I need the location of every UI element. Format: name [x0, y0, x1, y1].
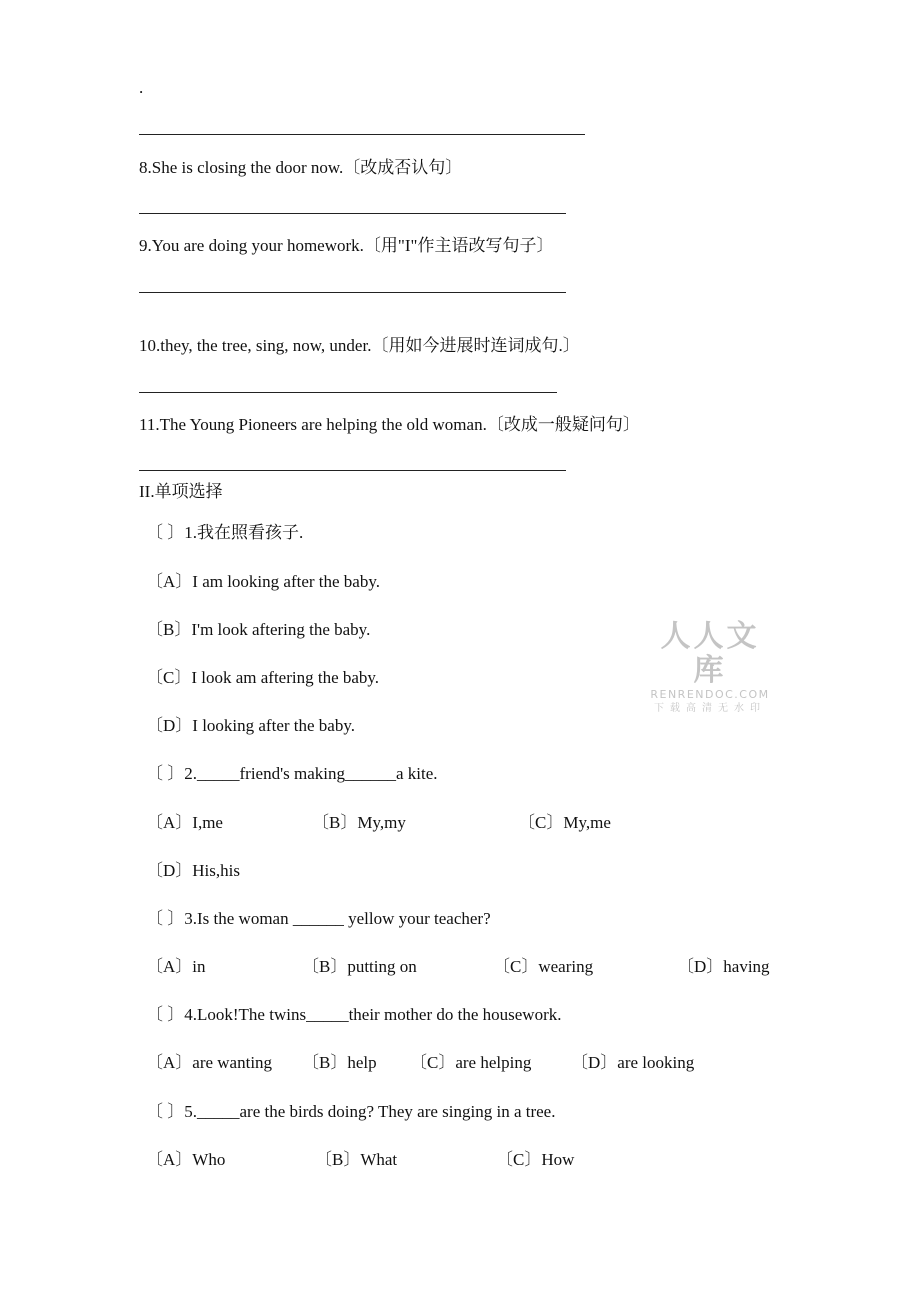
answer-line-11	[139, 470, 566, 471]
mc-3-option-d: 〔D〕having	[677, 957, 770, 976]
question-11: 11.The Young Pioneers are helping the old woman.〔改成一般疑问句〕	[139, 415, 640, 434]
section-heading: II.单项选择	[139, 482, 223, 501]
mc-question-2: 〔 〕2._____friend's making______a kite.	[146, 764, 438, 783]
mc-question-5: 〔 〕5._____are the birds doing? They are singing in a tree.	[146, 1102, 556, 1121]
answer-line-10	[139, 392, 557, 393]
mc-4-option-b: 〔B〕help	[302, 1053, 377, 1072]
mc-3-option-a: 〔A〕in	[146, 957, 206, 976]
question-10: 10.they, the tree, sing, now, under.〔用如今进展时连词成句.〕	[139, 336, 580, 355]
mc-1-option-d: 〔D〕I looking after the baby.	[146, 716, 355, 735]
mc-2-option-c: 〔C〕My,me	[518, 813, 611, 832]
question-8: 8.She is closing the door now.〔改成否认句〕	[139, 158, 463, 177]
mc-question-4: 〔 〕4.Look!The twins_____their mother do the housework.	[146, 1005, 562, 1024]
mc-5-option-a: 〔A〕Who	[146, 1150, 226, 1169]
mc-4-option-d: 〔D〕are looking	[571, 1053, 695, 1072]
mc-4-option-a: 〔A〕are wanting	[146, 1053, 273, 1072]
watermark-logo	[647, 620, 773, 716]
watermark-domain: RENRENDOC.COM	[650, 688, 770, 701]
answer-line-9	[139, 292, 566, 293]
watermark-slogan: 下载高清无水印	[654, 703, 766, 714]
question-9: 9.You are doing your homework.〔用"I"作主语改写句子〕	[139, 236, 554, 255]
mc-question-1: 〔 〕1.我在照看孩子.	[146, 523, 304, 542]
mc-2-option-d: 〔D〕His,his	[146, 861, 240, 880]
mc-4-option-c: 〔C〕are helping	[410, 1053, 532, 1072]
mc-2-option-a: 〔A〕I,me	[146, 813, 223, 832]
mc-2-option-b: 〔B〕My,my	[312, 813, 406, 832]
mc-5-option-c: 〔C〕How	[496, 1150, 575, 1169]
mc-3-option-b: 〔B〕putting on	[302, 957, 417, 976]
answer-line-7	[139, 134, 585, 135]
mc-1-option-a: 〔A〕I am looking after the baby.	[146, 572, 380, 591]
mc-question-3: 〔 〕3.Is the woman ______ yellow your teacher?	[146, 909, 491, 928]
mc-5-option-b: 〔B〕What	[315, 1150, 398, 1169]
mc-1-option-c: 〔C〕I look am aftering the baby.	[146, 668, 380, 687]
stray-dot: .	[139, 78, 144, 97]
mc-3-option-c: 〔C〕wearing	[493, 957, 594, 976]
answer-line-8	[139, 213, 566, 214]
watermark-title: 人人文库	[660, 619, 760, 688]
mc-1-option-b: 〔B〕I'm look aftering the baby.	[146, 620, 371, 639]
